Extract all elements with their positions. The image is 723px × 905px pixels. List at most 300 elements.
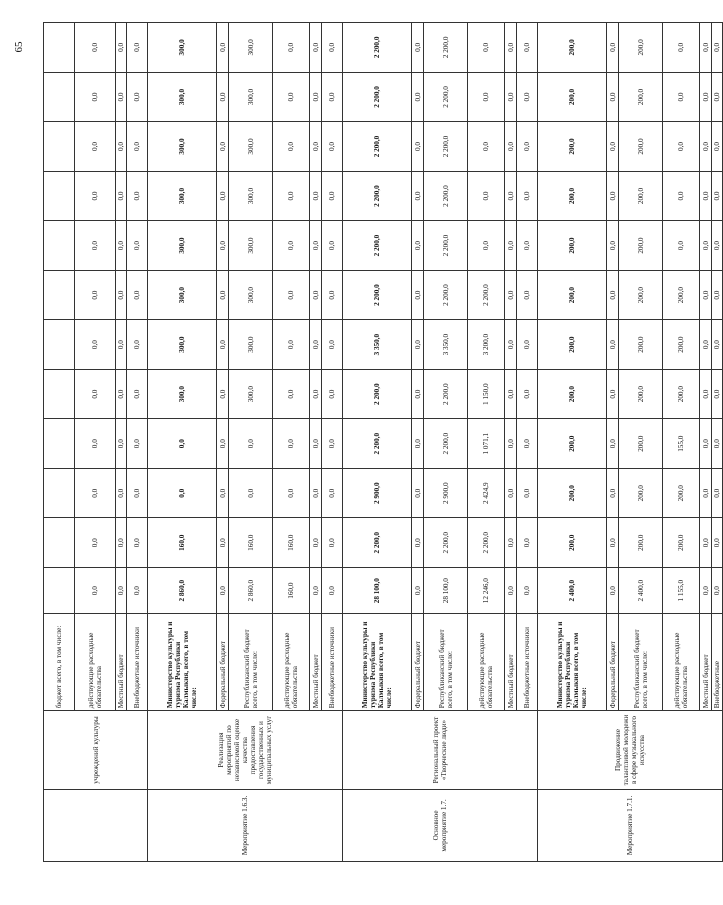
value-cell: 0,0 (75, 468, 116, 518)
value-cell: 0,0 (322, 468, 343, 518)
value-cell: 0,0 (116, 518, 127, 568)
value-cell: 0,0 (127, 419, 148, 469)
value-cell: 0,0 (322, 72, 343, 122)
value-cell: 0,0 (127, 270, 148, 320)
value-cell: 200,0 (663, 468, 700, 518)
value-cell: 300,0 (148, 221, 217, 271)
value-cell: 2 200,0 (343, 171, 412, 221)
value-cell: 0,0 (116, 419, 127, 469)
value-cell: 0,0 (517, 468, 538, 518)
value-cell: 0,0 (127, 320, 148, 370)
value-cell: 0,0 (116, 171, 127, 221)
value-cell: 0,0 (712, 221, 723, 271)
value-cell: 0,0 (700, 518, 712, 568)
value-cell: 2 200,0 (424, 221, 468, 271)
value-cell: 0,0 (322, 369, 343, 419)
funding-source-cell: Внебюджетные источники (127, 614, 148, 711)
funding-source-cell: Внебюджетные источники (517, 614, 538, 711)
value-cell: 0,0 (229, 468, 273, 518)
value-cell: 0,0 (700, 221, 712, 271)
value-cell: 0,0 (148, 419, 217, 469)
value-cell: 0,0 (310, 171, 322, 221)
value-cell (44, 518, 75, 568)
table-row (343, 23, 412, 862)
value-cell: 0,0 (116, 468, 127, 518)
value-cell: 0,0 (116, 72, 127, 122)
value-cell: 0,0 (505, 369, 517, 419)
value-cell: 0,0 (322, 518, 343, 568)
value-cell: 0,0 (712, 122, 723, 172)
value-cell: 0,0 (75, 221, 116, 271)
value-cell: 0,0 (310, 369, 322, 419)
value-cell: 0,0 (468, 23, 505, 73)
value-cell: 0,0 (505, 419, 517, 469)
value-cell: 0,0 (273, 122, 310, 172)
value-cell: 0,0 (127, 568, 148, 614)
value-cell: 0,0 (310, 419, 322, 469)
value-cell (44, 320, 75, 370)
value-cell: 0,0 (712, 468, 723, 518)
value-cell: 200,0 (619, 320, 663, 370)
value-cell: 200,0 (619, 72, 663, 122)
value-cell: 0,0 (700, 320, 712, 370)
value-cell: 200,0 (538, 270, 607, 320)
value-cell: 0,0 (412, 568, 424, 614)
value-cell: 0,0 (468, 72, 505, 122)
value-cell: 0,0 (75, 23, 116, 73)
value-cell: 0,0 (75, 419, 116, 469)
value-cell: 0,0 (273, 221, 310, 271)
value-cell: 2 200,0 (424, 171, 468, 221)
value-cell: 0,0 (607, 270, 619, 320)
value-cell (44, 568, 75, 614)
value-cell: 0,0 (273, 171, 310, 221)
value-cell: 2 200,0 (424, 72, 468, 122)
value-cell: 0,0 (310, 270, 322, 320)
value-cell: 0,0 (607, 72, 619, 122)
value-cell: 200,0 (619, 171, 663, 221)
value-cell: 2 860,0 (229, 568, 273, 614)
value-cell: 2 200,0 (424, 518, 468, 568)
value-cell: 0,0 (127, 171, 148, 221)
funding-source-cell: действующие расходные обязательства (75, 614, 116, 711)
value-cell (44, 23, 75, 73)
value-cell: 0,0 (322, 419, 343, 469)
funding-source-cell: Республиканский бюджет всего, в том числе: (424, 614, 468, 711)
measure-code-cell: Основное мероприятие 1.7. (343, 789, 538, 861)
value-cell: 0,0 (127, 369, 148, 419)
measure-code-cell: Мероприятие 1.7.1. (538, 789, 723, 861)
value-cell: 0,0 (517, 72, 538, 122)
value-cell: 0,0 (322, 568, 343, 614)
value-cell: 160,0 (273, 568, 310, 614)
value-cell: 200,0 (619, 122, 663, 172)
value-cell: 0,0 (712, 419, 723, 469)
value-cell: 200,0 (538, 221, 607, 271)
value-cell: 0,0 (116, 568, 127, 614)
value-cell (44, 468, 75, 518)
value-cell: 300,0 (229, 171, 273, 221)
value-cell (44, 171, 75, 221)
value-cell: 0,0 (505, 468, 517, 518)
value-cell: 2 200,0 (424, 369, 468, 419)
value-cell: 0,0 (468, 122, 505, 172)
value-cell: 0,0 (700, 468, 712, 518)
value-cell: 2 860,0 (148, 568, 217, 614)
value-cell: 0,0 (217, 369, 229, 419)
value-cell: 0,0 (75, 270, 116, 320)
measure-name-cell: Продвижение талантливой молодежи в сфере музыкального искусства (538, 711, 723, 790)
value-cell: 0,0 (663, 122, 700, 172)
value-cell: 300,0 (148, 72, 217, 122)
value-cell: 0,0 (116, 221, 127, 271)
value-cell: 300,0 (148, 369, 217, 419)
value-cell: 0,0 (116, 369, 127, 419)
value-cell: 0,0 (700, 171, 712, 221)
value-cell: 300,0 (148, 23, 217, 73)
funding-source-cell: Республиканский бюджет всего, в том числе: (229, 614, 273, 711)
value-cell: 0,0 (607, 320, 619, 370)
table-row (44, 23, 75, 862)
value-cell: 300,0 (229, 122, 273, 172)
value-cell: 3 350,0 (424, 320, 468, 370)
value-cell: 0,0 (217, 270, 229, 320)
funding-source-cell: Министерство культуры и туризма Республики Калмыкия, всего, в том числе: (148, 614, 217, 711)
value-cell: 200,0 (619, 23, 663, 73)
value-cell: 200,0 (538, 468, 607, 518)
value-cell: 0,0 (273, 419, 310, 469)
value-cell: 0,0 (712, 270, 723, 320)
value-cell: 0,0 (229, 419, 273, 469)
funding-source-cell: Министерство культуры и туризма Республики Калмыкия всего, в том числе: (343, 614, 412, 711)
value-cell: 0,0 (322, 23, 343, 73)
value-cell: 1 071,1 (468, 419, 505, 469)
value-cell: 0,0 (505, 270, 517, 320)
value-cell: 0,0 (75, 72, 116, 122)
value-cell: 0,0 (217, 518, 229, 568)
value-cell: 0,0 (75, 171, 116, 221)
funding-source-cell: Республиканский бюджет всего, в том числе: (619, 614, 663, 711)
value-cell: 0,0 (712, 518, 723, 568)
funding-source-cell: Министерство культуры и туризма Республики Калмыкия всего, в том числе: (538, 614, 607, 711)
value-cell: 0,0 (127, 23, 148, 73)
measure-code-cell: Мероприятие 1.6.3. (148, 789, 343, 861)
value-cell: 300,0 (229, 270, 273, 320)
value-cell: 2 200,0 (343, 122, 412, 172)
value-cell: 2 200,0 (424, 270, 468, 320)
value-cell: 3 200,0 (468, 320, 505, 370)
value-cell: 200,0 (619, 419, 663, 469)
value-cell: 0,0 (310, 221, 322, 271)
value-cell: 0,0 (322, 221, 343, 271)
funding-source-cell: действующие расходные обязательства (273, 614, 310, 711)
value-cell (44, 419, 75, 469)
value-cell: 0,0 (412, 320, 424, 370)
value-cell: 0,0 (217, 72, 229, 122)
value-cell: 0,0 (127, 518, 148, 568)
measure-name-cell: Реализация мероприятий по независимой оценке качества предоставления государственных и муниципальных услуг (148, 711, 343, 790)
value-cell: 200,0 (538, 171, 607, 221)
value-cell: 0,0 (517, 171, 538, 221)
value-cell: 0,0 (700, 23, 712, 73)
value-cell: 200,0 (663, 369, 700, 419)
value-cell: 300,0 (148, 122, 217, 172)
value-cell: 300,0 (229, 72, 273, 122)
value-cell: 0,0 (127, 468, 148, 518)
value-cell: 0,0 (607, 221, 619, 271)
value-cell: 200,0 (538, 518, 607, 568)
value-cell: 0,0 (310, 320, 322, 370)
value-cell: 0,0 (217, 568, 229, 614)
value-cell: 0,0 (607, 23, 619, 73)
value-cell: 0,0 (700, 419, 712, 469)
measure-name-cell: учреждений культуры (44, 711, 148, 790)
funding-source-cell: Местный бюджет (116, 614, 127, 711)
value-cell: 0,0 (412, 23, 424, 73)
value-cell: 200,0 (538, 320, 607, 370)
value-cell: 0,0 (517, 568, 538, 614)
value-cell: 2 200,0 (468, 518, 505, 568)
funding-source-cell: бюджет всего, в том числе: (44, 614, 75, 711)
value-cell: 0,0 (517, 369, 538, 419)
value-cell: 0,0 (517, 419, 538, 469)
value-cell: 0,0 (505, 320, 517, 370)
value-cell: 0,0 (517, 122, 538, 172)
value-cell: 2 400,0 (619, 568, 663, 614)
value-cell: 200,0 (538, 23, 607, 73)
value-cell: 160,0 (148, 518, 217, 568)
value-cell: 0,0 (412, 122, 424, 172)
value-cell: 0,0 (322, 171, 343, 221)
funding-source-cell: Местный бюджет (505, 614, 517, 711)
value-cell: 0,0 (700, 369, 712, 419)
value-cell: 28 100,0 (424, 568, 468, 614)
value-cell: 1 155,0 (663, 568, 700, 614)
value-cell: 0,0 (700, 122, 712, 172)
value-cell: 155,0 (663, 419, 700, 469)
value-cell: 0,0 (217, 23, 229, 73)
value-cell (44, 122, 75, 172)
value-cell (44, 369, 75, 419)
value-cell: 0,0 (75, 568, 116, 614)
value-cell: 0,0 (310, 23, 322, 73)
value-cell: 0,0 (607, 468, 619, 518)
value-cell: 200,0 (538, 122, 607, 172)
value-cell: 0,0 (712, 369, 723, 419)
value-cell: 200,0 (663, 518, 700, 568)
value-cell: 300,0 (229, 221, 273, 271)
value-cell: 3 350,0 (343, 320, 412, 370)
value-cell: 0,0 (127, 72, 148, 122)
value-cell: 0,0 (663, 171, 700, 221)
value-cell: 0,0 (712, 171, 723, 221)
table-row (148, 23, 217, 862)
value-cell: 0,0 (663, 23, 700, 73)
value-cell: 0,0 (412, 468, 424, 518)
value-cell: 0,0 (607, 122, 619, 172)
page-number: 65 (13, 41, 25, 53)
value-cell: 160,0 (229, 518, 273, 568)
value-cell: 0,0 (468, 221, 505, 271)
value-cell: 200,0 (663, 270, 700, 320)
value-cell: 0,0 (505, 72, 517, 122)
funding-source-cell: Внебюджетные источники (322, 614, 343, 711)
value-cell: 0,0 (273, 23, 310, 73)
value-cell: 0,0 (116, 270, 127, 320)
value-cell: 2 200,0 (424, 419, 468, 469)
value-cell: 200,0 (538, 72, 607, 122)
value-cell: 1 150,0 (468, 369, 505, 419)
value-cell: 0,0 (517, 270, 538, 320)
value-cell: 0,0 (217, 221, 229, 271)
value-cell: 200,0 (619, 369, 663, 419)
value-cell: 2 200,0 (343, 72, 412, 122)
value-cell: 0,0 (505, 518, 517, 568)
value-cell: 200,0 (663, 320, 700, 370)
funding-source-cell: Внебюджетные (712, 614, 723, 711)
value-cell: 0,0 (663, 72, 700, 122)
value-cell: 12 246,0 (468, 568, 505, 614)
value-cell: 0,0 (412, 518, 424, 568)
value-cell: 0,0 (322, 270, 343, 320)
value-cell: 0,0 (116, 23, 127, 73)
value-cell: 0,0 (310, 72, 322, 122)
value-cell: 200,0 (619, 270, 663, 320)
value-cell: 0,0 (468, 171, 505, 221)
value-cell: 0,0 (517, 320, 538, 370)
value-cell: 0,0 (273, 468, 310, 518)
funding-source-cell: действующие расходные обязательства (468, 614, 505, 711)
value-cell: 2 200,0 (343, 419, 412, 469)
value-cell: 0,0 (116, 320, 127, 370)
value-cell: 300,0 (148, 171, 217, 221)
funding-source-cell: Федеральный бюджет (412, 614, 424, 711)
value-cell: 0,0 (310, 122, 322, 172)
value-cell: 200,0 (619, 518, 663, 568)
table-row (538, 23, 607, 862)
value-cell: 300,0 (148, 320, 217, 370)
value-cell: 0,0 (75, 320, 116, 370)
value-cell: 2 424,9 (468, 468, 505, 518)
value-cell: 2 200,0 (343, 518, 412, 568)
value-cell: 0,0 (700, 270, 712, 320)
value-cell: 0,0 (310, 518, 322, 568)
value-cell: 0,0 (75, 518, 116, 568)
funding-source-cell: Местный бюджет (700, 614, 712, 711)
budget-table (43, 22, 723, 862)
value-cell: 0,0 (663, 221, 700, 271)
value-cell: 0,0 (700, 568, 712, 614)
value-cell: 0,0 (505, 221, 517, 271)
value-cell: 2 200,0 (343, 270, 412, 320)
value-cell: 2 200,0 (468, 270, 505, 320)
value-cell (44, 270, 75, 320)
value-cell: 0,0 (310, 468, 322, 518)
value-cell: 0,0 (273, 320, 310, 370)
value-cell: 2 200,0 (343, 23, 412, 73)
value-cell: 0,0 (75, 369, 116, 419)
value-cell: 0,0 (217, 419, 229, 469)
value-cell: 0,0 (607, 369, 619, 419)
value-cell: 0,0 (148, 468, 217, 518)
value-cell: 0,0 (273, 369, 310, 419)
funding-source-cell: Местный бюджет (310, 614, 322, 711)
value-cell: 0,0 (412, 72, 424, 122)
value-cell: 0,0 (127, 221, 148, 271)
value-cell: 0,0 (412, 369, 424, 419)
value-cell: 0,0 (75, 122, 116, 172)
value-cell: 0,0 (217, 122, 229, 172)
value-cell: 0,0 (607, 518, 619, 568)
value-cell (44, 72, 75, 122)
value-cell (44, 221, 75, 271)
value-cell: 200,0 (619, 221, 663, 271)
value-cell: 0,0 (712, 568, 723, 614)
value-cell: 0,0 (712, 320, 723, 370)
value-cell: 0,0 (322, 320, 343, 370)
measure-code-cell (44, 789, 148, 861)
value-cell: 2 900,0 (424, 468, 468, 518)
value-cell: 0,0 (127, 122, 148, 172)
value-cell: 0,0 (412, 419, 424, 469)
value-cell: 0,0 (505, 568, 517, 614)
value-cell: 2 200,0 (424, 23, 468, 73)
value-cell: 300,0 (148, 270, 217, 320)
funding-source-cell: действующие расходные обязательства (663, 614, 700, 711)
funding-source-cell: Федеральный бюджет (607, 614, 619, 711)
value-cell: 0,0 (712, 23, 723, 73)
value-cell: 0,0 (505, 122, 517, 172)
value-cell: 0,0 (273, 72, 310, 122)
value-cell: 2 900,0 (343, 468, 412, 518)
value-cell: 0,0 (217, 320, 229, 370)
value-cell: 0,0 (505, 171, 517, 221)
value-cell: 200,0 (538, 369, 607, 419)
value-cell: 2 200,0 (424, 122, 468, 172)
value-cell: 200,0 (619, 468, 663, 518)
value-cell: 0,0 (700, 72, 712, 122)
value-cell: 0,0 (607, 568, 619, 614)
value-cell: 0,0 (607, 419, 619, 469)
value-cell: 0,0 (505, 23, 517, 73)
value-cell: 0,0 (517, 221, 538, 271)
value-cell: 0,0 (607, 171, 619, 221)
value-cell: 300,0 (229, 369, 273, 419)
funding-source-cell: Федеральный бюджет (217, 614, 229, 711)
value-cell: 0,0 (412, 270, 424, 320)
value-cell: 0,0 (322, 122, 343, 172)
value-cell: 0,0 (412, 171, 424, 221)
value-cell: 0,0 (517, 23, 538, 73)
value-cell: 0,0 (310, 568, 322, 614)
value-cell: 160,0 (273, 518, 310, 568)
value-cell: 0,0 (217, 468, 229, 518)
value-cell: 0,0 (712, 72, 723, 122)
value-cell: 0,0 (412, 221, 424, 271)
value-cell: 300,0 (229, 23, 273, 73)
value-cell: 200,0 (538, 419, 607, 469)
value-cell: 0,0 (273, 270, 310, 320)
value-cell: 300,0 (229, 320, 273, 370)
value-cell: 0,0 (116, 122, 127, 172)
value-cell: 0,0 (217, 171, 229, 221)
value-cell: 28 100,0 (343, 568, 412, 614)
value-cell: 2 200,0 (343, 369, 412, 419)
value-cell: 2 200,0 (343, 221, 412, 271)
measure-name-cell: Региональный проект «Творческие люди» (343, 711, 538, 790)
value-cell: 0,0 (517, 518, 538, 568)
value-cell: 2 400,0 (538, 568, 607, 614)
